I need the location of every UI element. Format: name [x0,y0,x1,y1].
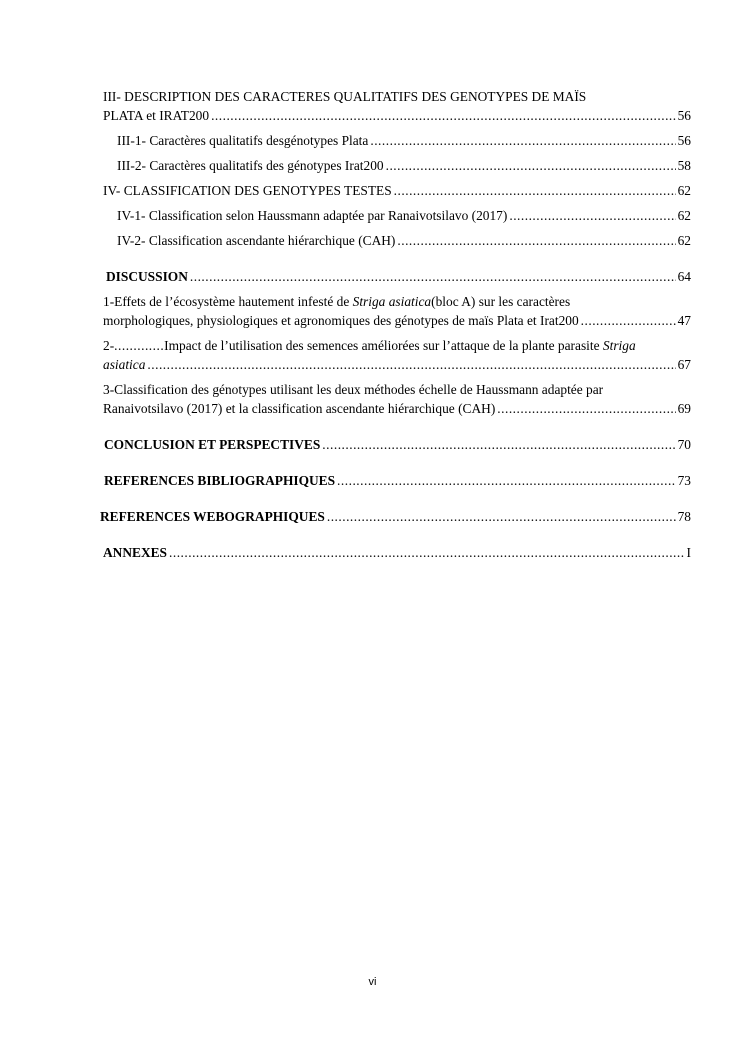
dot-leader [581,311,676,330]
toc-entry-iii-2 [103,156,691,175]
dot-leader [114,336,164,355]
dot-leader [397,231,675,250]
toc-entry-prefix: 2- [103,338,115,353]
toc-entry-text: CONCLUSION ET PERSPECTIVES [104,437,321,452]
page-number: vi [368,976,377,988]
dot-leader [190,267,676,286]
toc-entry-text: ANNEXES [103,545,167,560]
toc-entry-section-iv [103,181,691,200]
toc-entry-text-cont: asiatica [103,357,146,372]
toc-entry-text: 3-Classification des génotypes utilisant les deux méthodes échelle de Haussmann adaptée par [103,382,604,397]
toc-page-number: 56 [677,133,691,148]
toc-page-number: 62 [677,233,691,248]
toc-entry-text-cont: Ranaivotsilavo (2017) et la classification ascendante hiérarchique (CAH) [103,401,496,416]
toc-entry-discussion-3 [103,380,691,418]
toc-entry-text: III- DESCRIPTION DES CARACTERES QUALITATIFS DES GENOTYPES DE MAÏS [103,89,587,104]
toc-entry-text: IV-1- Classification selon Haussmann adaptée par Ranaivotsilavo (2017) [117,208,508,223]
toc-entry-text: III-1- Caractères qualitatifs desgénotypes Plata [117,133,369,148]
toc-entry-iii-1 [103,131,691,150]
toc-page-number: 56 [677,108,691,123]
toc-entry-discussion-1 [103,292,691,330]
toc-entry-text-cont: morphologiques, physiologiques et agronomiques des génotypes de maïs Plata et Irat200 [103,313,579,328]
toc-entry-text: REFERENCES BIBLIOGRAPHIQUES [104,473,336,488]
dot-leader [147,355,675,374]
toc-page-number: 47 [677,313,691,328]
toc-entry-text: DISCUSSION [106,269,188,284]
toc-entry-text: Impact de l’utilisation des semences améliorées sur l’attaque de la plante parasite Striga [164,338,636,353]
toc-page-number: 78 [677,509,691,524]
toc-entry-discussion [103,267,691,286]
dot-leader [327,507,676,526]
dot-leader [169,543,685,562]
toc-entry-references-webographiques [100,507,691,526]
dot-leader [322,435,675,454]
toc-page-number: 69 [677,401,691,416]
dot-leader [337,471,676,490]
dot-leader [497,399,675,418]
toc-entry-discussion-2 [103,336,691,374]
toc-entry-text: REFERENCES WEBOGRAPHIQUES [100,509,325,524]
toc-entry-annexes [103,543,691,562]
dot-leader [386,156,676,175]
toc-page-number: 73 [677,473,691,488]
dot-leader [394,181,676,200]
toc-entry-text: III-2- Caractères qualitatifs des génotypes Irat200 [117,158,384,173]
toc-entry-text: IV- CLASSIFICATION DES GENOTYPES TESTES [103,183,392,198]
dot-leader [509,206,675,225]
toc-page-number: 67 [677,357,691,372]
toc-entry-text-cont: PLATA et IRAT200 [103,108,210,123]
toc-page-number: I [686,545,691,560]
toc-entry-references-bibliographiques [103,471,691,490]
toc-page-number: 70 [677,437,691,452]
dot-leader [370,131,675,150]
toc-page-number: 62 [677,183,691,198]
toc-entry-section-iii [103,87,691,125]
toc-page-number: 64 [677,269,691,284]
toc-page-number: 62 [677,208,691,223]
toc-entry-text: 1-Effets de l’écosystème hautement infesté de Striga asiatica(bloc A) sur les caractères [103,294,571,309]
dot-leader [211,106,676,125]
toc-entry-iv-1 [103,206,691,225]
toc-entry-text: IV-2- Classification ascendante hiérarchique (CAH) [117,233,396,248]
toc-entry-iv-2 [103,231,691,250]
toc-page-number: 58 [677,158,691,173]
table-of-contents [100,87,691,562]
toc-entry-conclusion [103,435,691,454]
